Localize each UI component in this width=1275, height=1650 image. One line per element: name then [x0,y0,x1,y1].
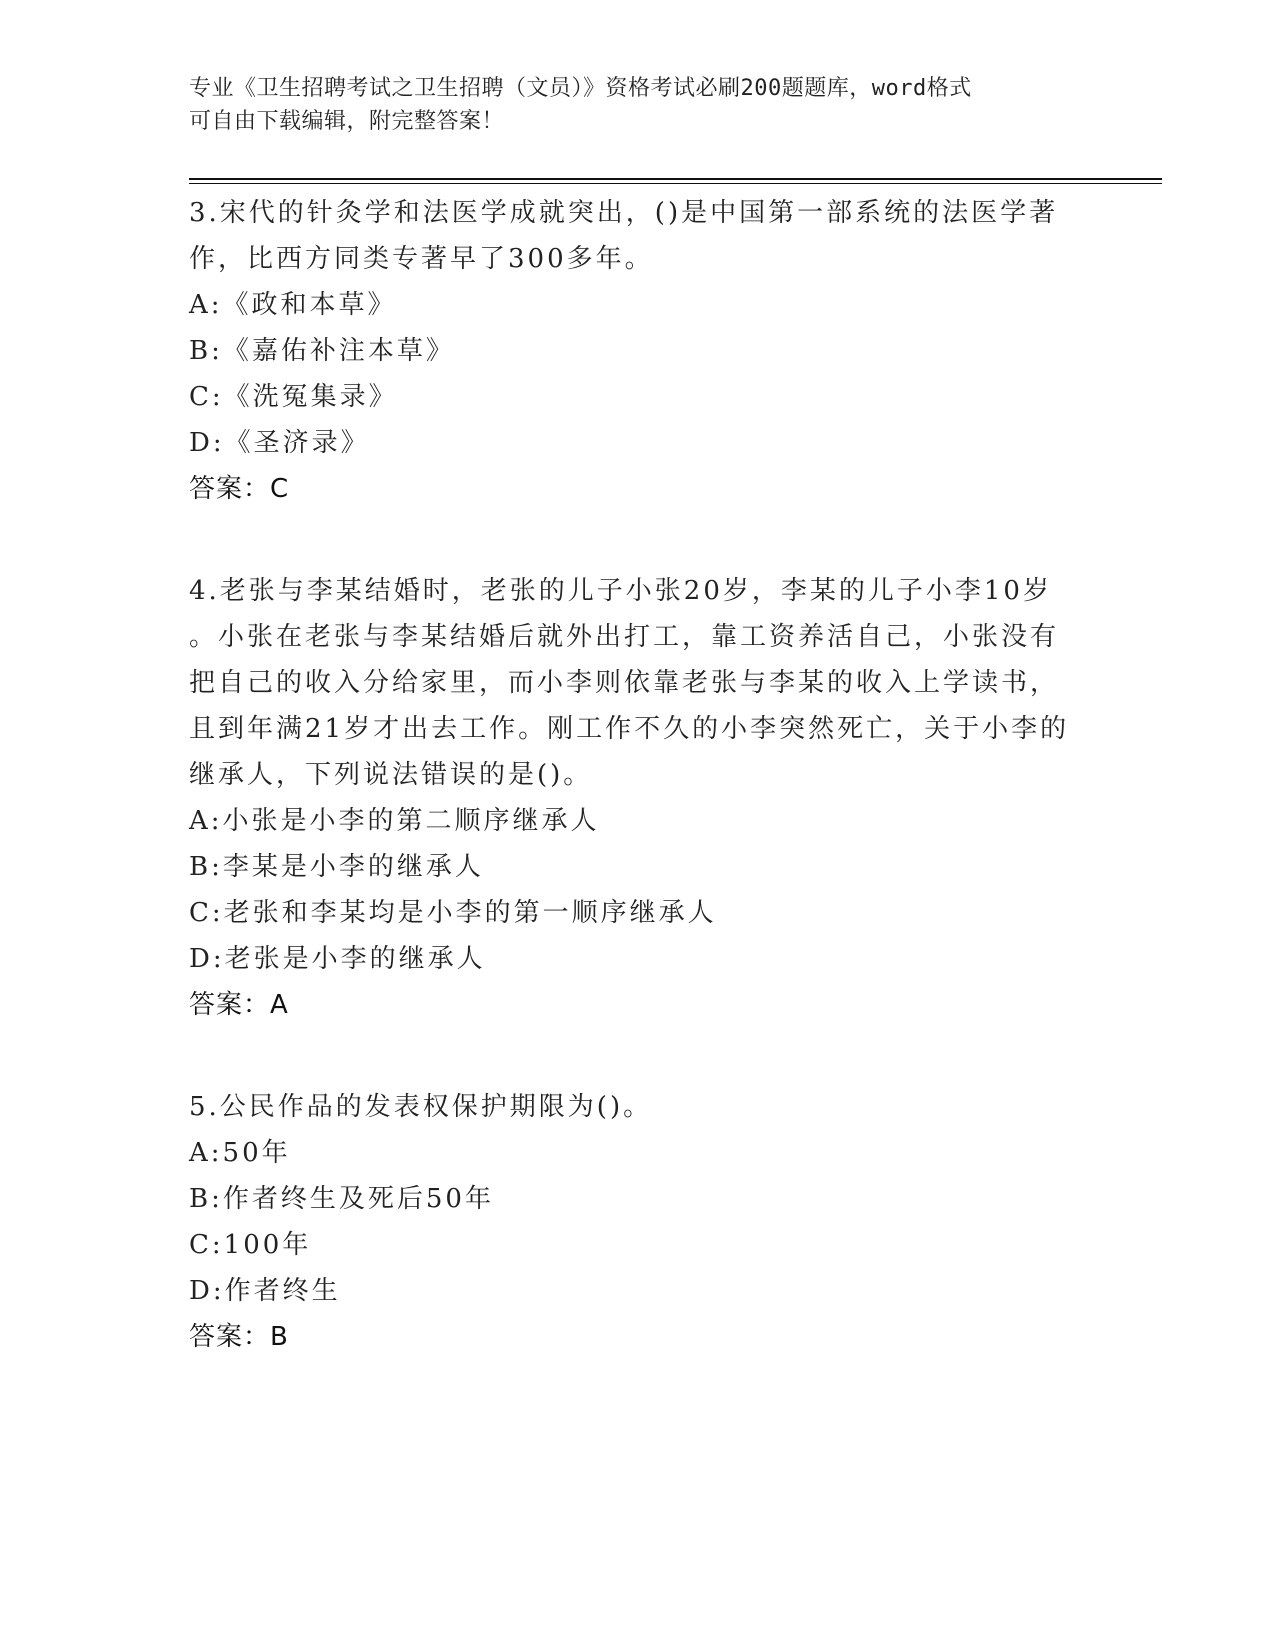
question-5-option-a: A:50年 [189,1138,291,1168]
question-4-stem-line-1: 4.老张与李某结婚时，老张的儿子小张20岁，李某的儿子小李10岁 [189,576,1052,606]
question-5-answer: 答案：B [189,1322,289,1352]
question-4-option-a: A:小张是小李的第二顺序继承人 [189,806,600,836]
question-5-option-b: B:作者终生及死后50年 [189,1184,494,1214]
question-3-answer: 答案：C [189,474,290,504]
document-header [189,72,1089,138]
question-list [189,190,1089,1360]
question-3-option-d: D:《圣济录》 [189,428,370,458]
question-4-stem-line-2: 。小张在老张与李某结婚后就外出打工，靠工资养活自己，小张没有 [189,622,1060,652]
question-4-stem-line-3: 把自己的收入分给家里，而小李则依靠老张与李某的收入上学读书， [189,668,1060,698]
question-5-stem-line-1: 5.公民作品的发表权保护期限为()。 [189,1092,653,1122]
question-3-stem-line-2: 作，比西方同类专著早了300多年。 [189,244,654,274]
question-4-stem-line-5: 继承人，下列说法错误的是()。 [189,760,593,790]
question-5-option-c: C:100年 [189,1230,312,1260]
header-divider-thick [189,178,1162,180]
question-4 [189,568,1089,1028]
header-line-1: 专业《卫生招聘考试之卫生招聘（文员）》资格考试必刷200题题库，word格式 [189,76,972,101]
header-divider-thin [189,183,1162,184]
question-3-option-a: A:《政和本草》 [189,290,397,320]
question-3-option-b: B:《嘉佑补注本草》 [189,336,455,366]
question-4-answer: 答案：A [189,990,289,1020]
question-3-option-c: C:《洗冤集录》 [189,382,398,412]
question-4-option-d: D:老张是小李的继承人 [189,944,486,974]
question-4-stem-line-4: 且到年满21岁才出去工作。刚工作不久的小李突然死亡，关于小李的 [189,714,1070,744]
header-line-2: 可自由下载编辑，附完整答案！ [189,109,505,134]
question-3 [189,190,1089,512]
question-3-stem-line-1: 3.宋代的针灸学和法医学成就突出，()是中国第一部系统的法医学著 [189,198,1059,228]
question-4-option-b: B:李某是小李的继承人 [189,852,484,882]
question-4-option-c: C:老张和李某均是小李的第一顺序继承人 [189,898,717,928]
question-5 [189,1084,1089,1360]
spacer [189,1028,1089,1084]
spacer [189,512,1089,568]
question-5-option-d: D:作者终生 [189,1276,341,1306]
